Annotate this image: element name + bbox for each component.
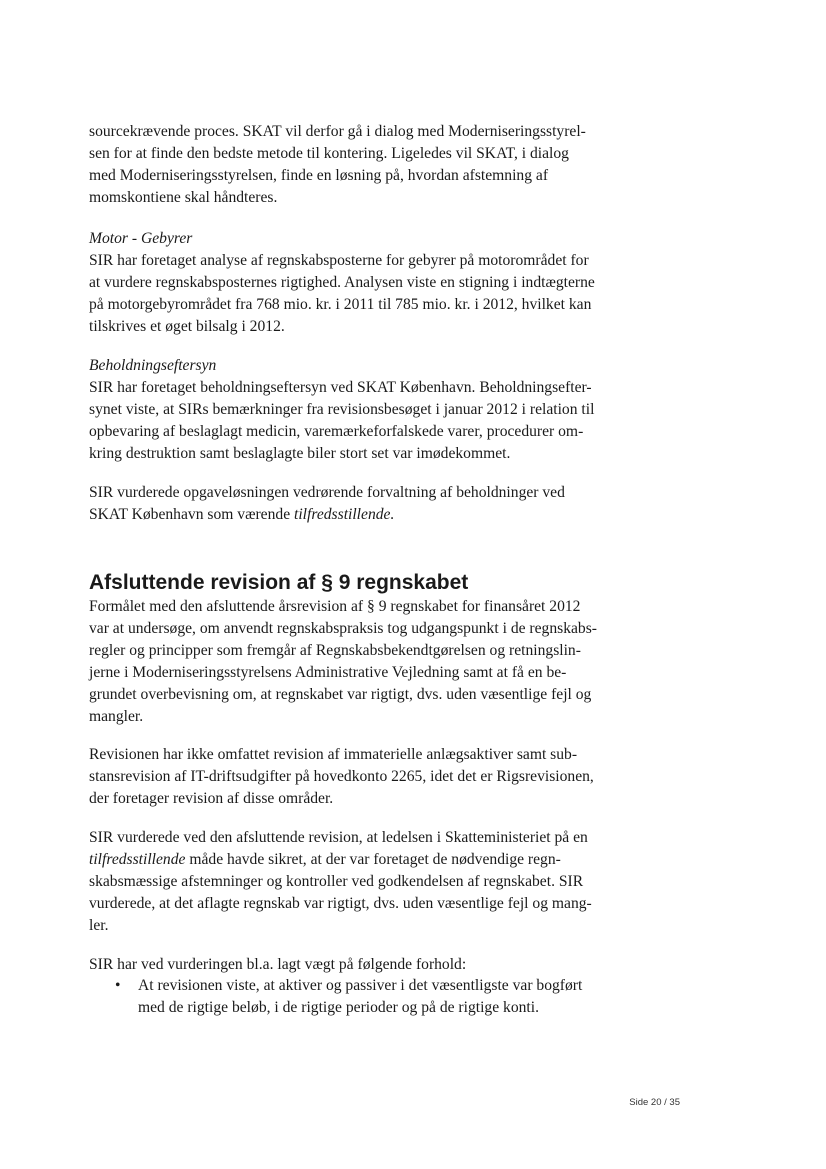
text-line: sourcekrævende proces. SKAT vil derfor gå i dialog med Moderniseringsstyrel-: [89, 123, 586, 140]
text-fragment: SKAT København som værende: [89, 506, 295, 523]
text-line: opbevaring af beslaglagt medicin, varemærkeforfalskede varer, procedurer om-: [89, 423, 584, 440]
text-line: grundet overbevisning om, at regnskabet var rigtigt, dvs. uden væsentlige fejl og: [89, 686, 592, 703]
text-line: der foretager revision af disse områder.: [89, 790, 334, 807]
text-line: SIR har foretaget analyse af regnskabsposterne for gebyrer på motorområdet for: [89, 252, 589, 269]
text-fragment: måde havde sikret, at der var foretaget de nødvendige regn-: [185, 851, 561, 868]
italic-emphasis: tilfredsstillende.: [294, 506, 395, 523]
text-line: SIR har foretaget beholdningseftersyn ved SKAT København. Beholdningsefter-: [89, 379, 592, 396]
text-line: jerne i Moderniseringsstyrelsens Administrative Vejledning samt at få en be-: [89, 664, 567, 681]
section-paragraph-3: [89, 827, 614, 937]
subheading-beholdningseftersyn: Beholdningseftersyn: [89, 357, 217, 374]
text-line: var at undersøge, om anvendt regnskabspraksis tog udgangspunkt i de regnskabs-: [89, 620, 597, 637]
text-line: ler.: [89, 917, 109, 934]
motor-gebyrer-block: [89, 228, 614, 338]
text-line: med de rigtige beløb, i de rigtige perioder og på de rigtige konti.: [138, 999, 539, 1016]
list-item: [89, 975, 614, 1019]
text-line: sen for at finde den bedste metode til kontering. Ligeledes vil SKAT, i dialog: [89, 145, 569, 162]
italic-emphasis: tilfredsstillende: [89, 851, 186, 868]
text-line: SIR vurderede opgaveløsningen vedrørende forvaltning af beholdninger ved: [89, 484, 565, 501]
text-line: kring destruktion samt beslaglagte biler stort set var imødekommet.: [89, 445, 511, 462]
subheading-motor-gebyrer: Motor - Gebyrer: [89, 230, 193, 247]
section-paragraph-1: [89, 596, 614, 728]
text-line: momskontiene skal håndteres.: [89, 189, 278, 206]
text-line: Formålet med den afsluttende årsrevision af § 9 regnskabet for finansåret 2012: [89, 598, 581, 615]
text-line: tilskrives et øget bilsalg i 2012.: [89, 318, 285, 335]
text-line: At revisionen viste, at aktiver og passiver i det væsentligste var bogført: [138, 977, 583, 994]
text-line: SIR vurderede ved den afsluttende revision, at ledelsen i Skatteministeriet på en: [89, 829, 588, 846]
text-line: [89, 504, 614, 526]
beholdningseftersyn-block: [89, 355, 614, 465]
paragraph-continued: [89, 121, 614, 209]
text-line: på motorgebyrområdet fra 768 mio. kr. i 2011 til 785 mio. kr. i 2012, hvilket kan: [89, 296, 592, 313]
text-line: [89, 849, 614, 871]
text-line: Revisionen har ikke omfattet revision af immaterielle anlægsaktiver samt sub-: [89, 746, 578, 763]
section-paragraph-2: [89, 744, 614, 810]
text-line: mangler.: [89, 708, 144, 725]
section-paragraph-4: [89, 954, 614, 976]
text-line: regler og principper som fremgår af Regnskabsbekendtgørelsen og retningslin-: [89, 642, 581, 659]
bullet-icon: •: [115, 977, 121, 994]
section-title: Afsluttende revision af § 9 regnskabet: [89, 571, 469, 594]
beholdning-conclusion: [89, 482, 614, 526]
text-line: SIR har ved vurderingen bl.a. lagt vægt på følgende forhold:: [89, 956, 467, 973]
text-line: at vurdere regnskabsposternes rigtighed. Analysen viste en stigning i indtægterne: [89, 274, 595, 291]
text-line: vurderede, at det aflagte regnskab var rigtigt, dvs. uden væsentlige fejl og mang-: [89, 895, 592, 912]
text-line: synet viste, at SIRs bemærkninger fra revisionsbesøget i januar 2012 i relation til: [89, 401, 595, 418]
page-number: Side 20 / 35: [629, 1097, 680, 1108]
text-line: med Moderniseringsstyrelsen, finde en løsning på, hvordan afstemning af: [89, 167, 549, 184]
text-line: stansrevision af IT-driftsudgifter på hovedkonto 2265, idet det er Rigsrevisionen,: [89, 768, 594, 785]
text-line: skabsmæssige afstemninger og kontroller ved godkendelsen af regnskabet. SIR: [89, 873, 584, 890]
bullet-list: [89, 975, 614, 1019]
